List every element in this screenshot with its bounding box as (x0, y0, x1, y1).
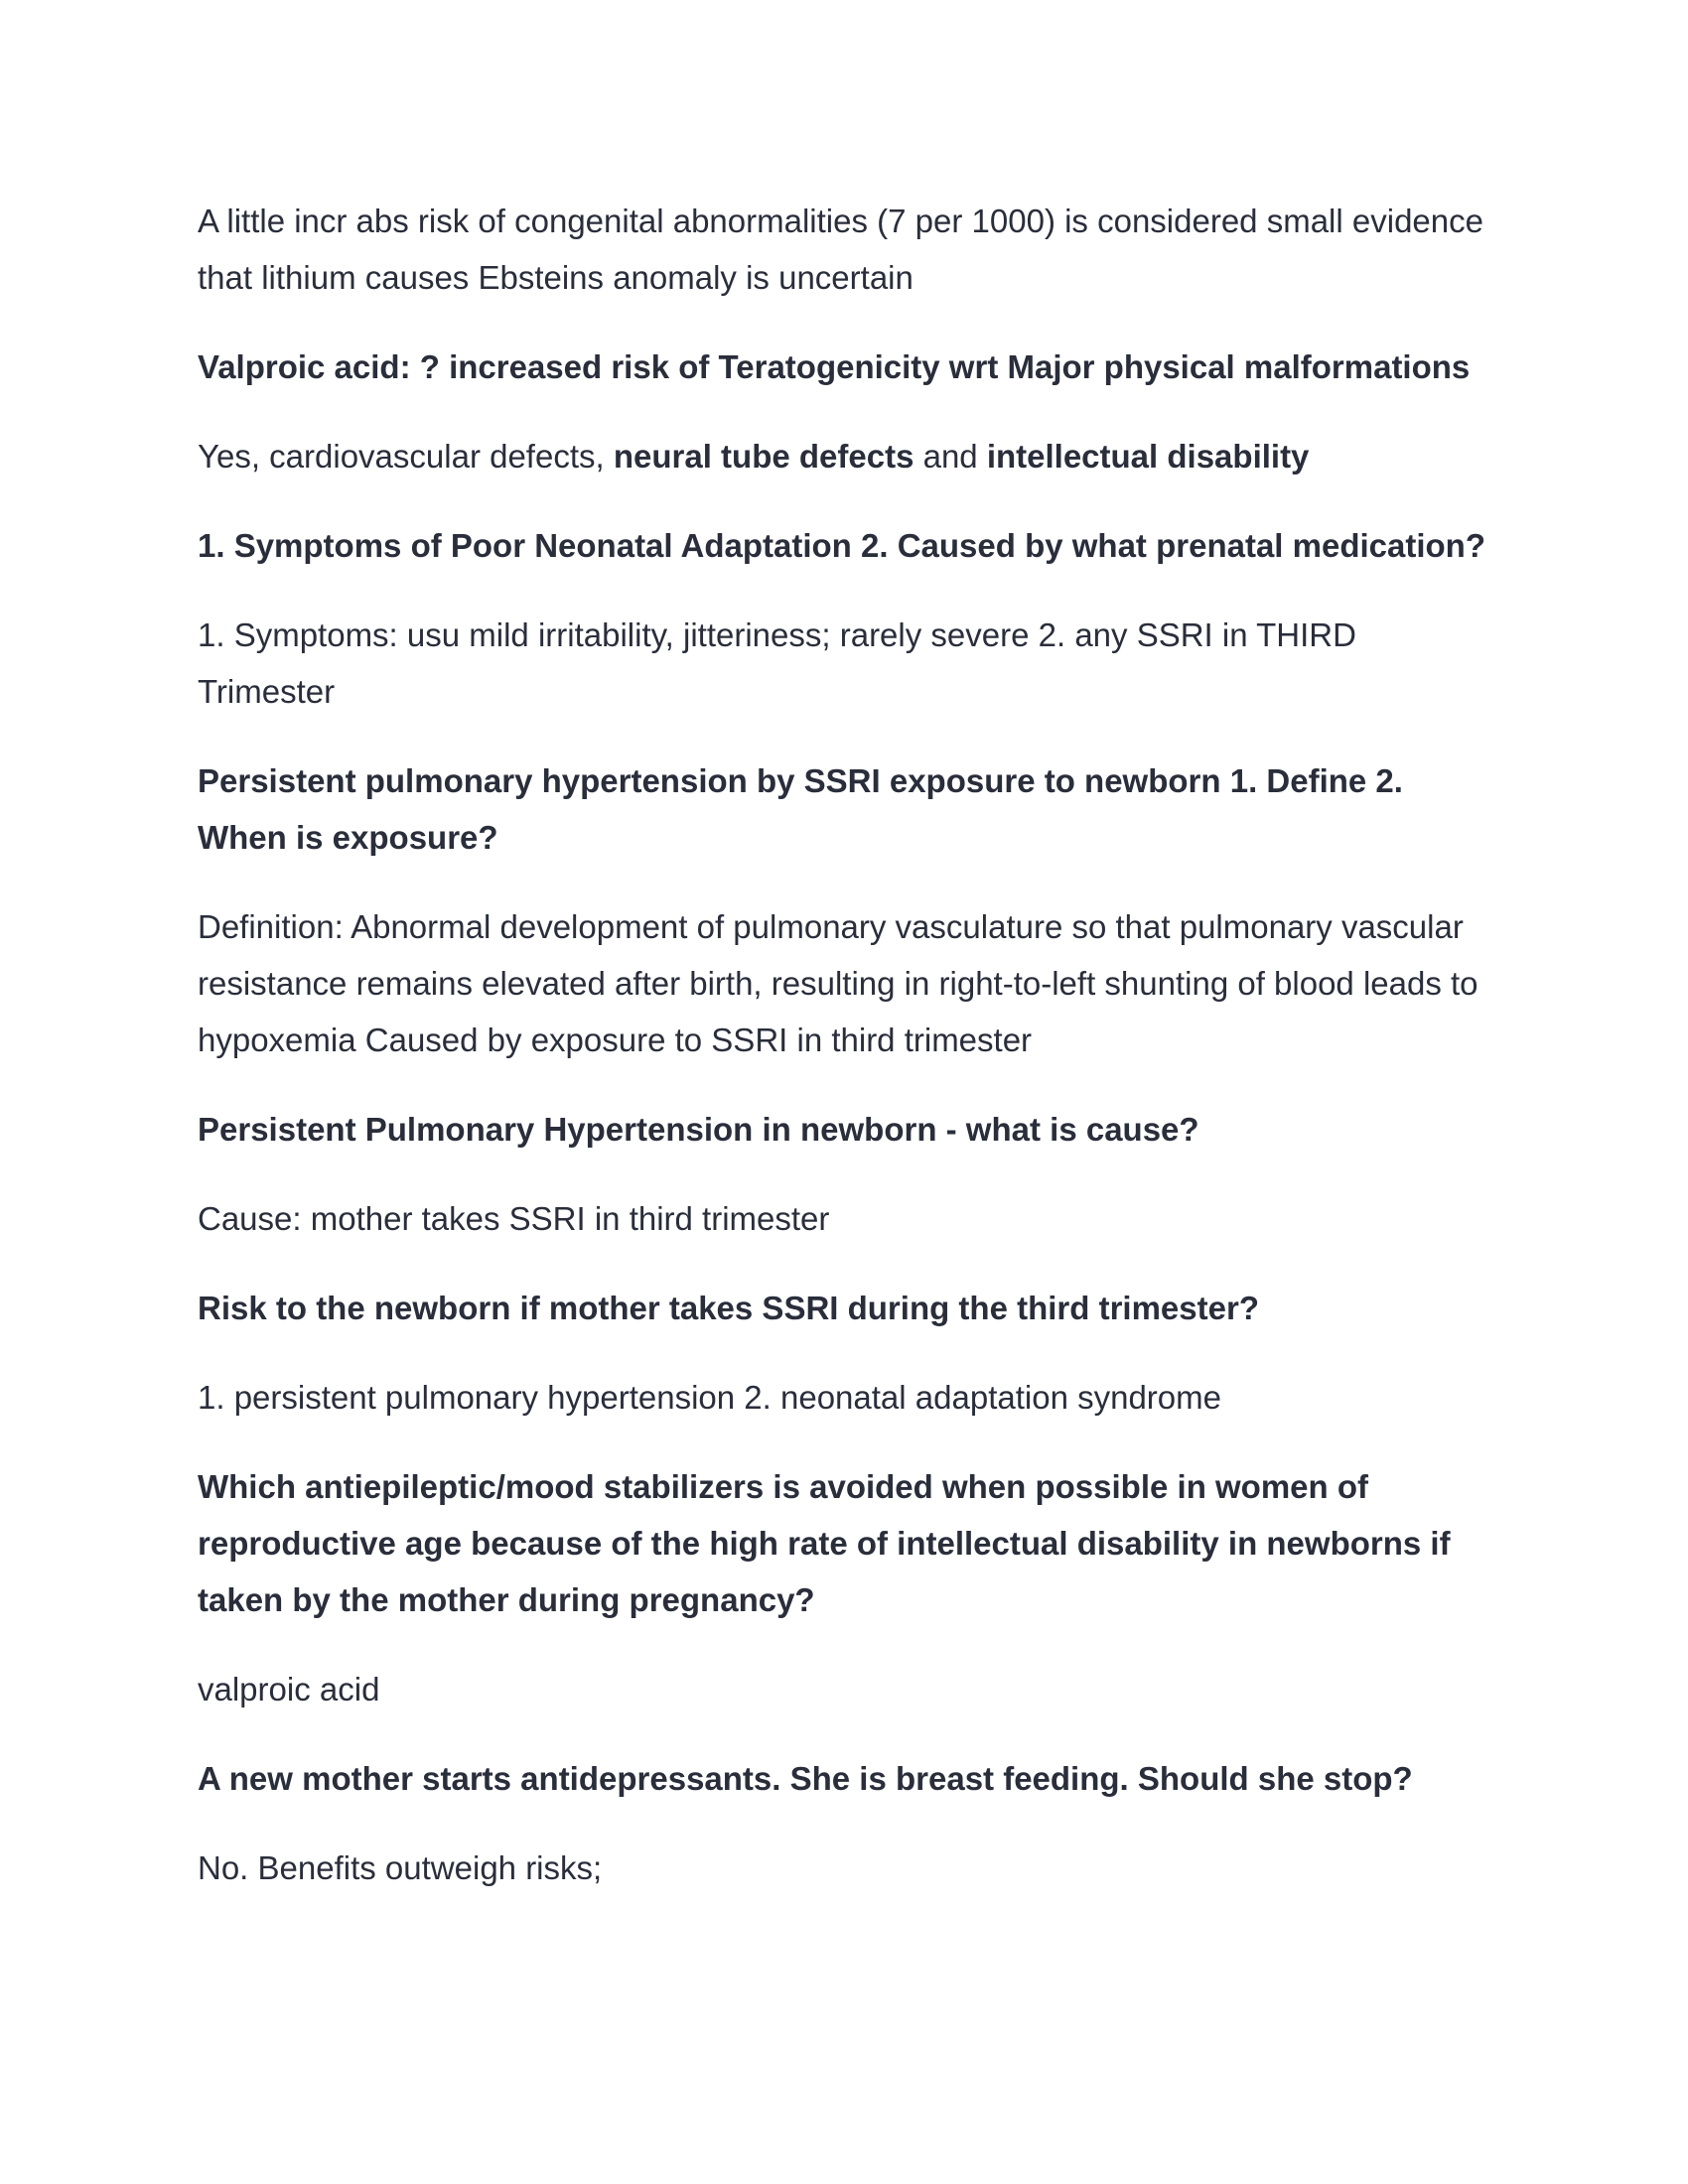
lithium-answer: A little incr abs risk of congenital abnormalities (7 per 1000) is considered small evidence that lithium causes Ebsteins anomaly is uncertain (198, 203, 1483, 296)
answer-emphasis-intellectual-disability: intellectual disability (986, 438, 1310, 475)
flashcard-text (198, 193, 1498, 1929)
answer-valproic-malformations (198, 428, 1498, 484)
answer-ssri-newborn-risk: 1. persistent pulmonary hypertension 2. neonatal adaptation syndrome (198, 1379, 1221, 1416)
question-antiepileptic-avoided: Which antiepileptic/mood stabilizers is avoided when possible in women of reproductive age because of the high rate of intellectual disability in newborns if taken by the mother during pregnancy? (198, 1468, 1451, 1618)
answer-emphasis-neural-tube: neural tube defects (613, 438, 914, 475)
answer-text: and (914, 438, 987, 475)
question-neonatal-adaptation: 1. Symptoms of Poor Neonatal Adaptation 2. Caused by what prenatal medication? (198, 527, 1485, 564)
answer-pphn-define: Definition: Abnormal development of pulmonary vasculature so that pulmonary vascular resistance remains elevated after birth, resulting in right-to-left shunting of blood leads to hypoxemia Caused by exposure to SSRI in third trimester (198, 908, 1478, 1058)
question-breastfeeding: A new mother starts antidepressants. She is breast feeding. Should she stop? (198, 1760, 1413, 1797)
question-valproic-malformations: Valproic acid: ? increased risk of Teratogenicity wrt Major physical malformations (198, 348, 1471, 385)
answer-text: Yes, cardiovascular defects, (198, 438, 614, 475)
question-pphn-define: Persistent pulmonary hypertension by SSRI exposure to newborn 1. Define 2. When is exposure? (198, 762, 1403, 856)
answer-neonatal-adaptation: 1. Symptoms: usu mild irritability, jitteriness; rarely severe 2. any SSRI in THIRD Trimester (198, 616, 1356, 710)
answer-antiepileptic-avoided: valproic acid (198, 1671, 380, 1707)
question-ssri-newborn-risk: Risk to the newborn if mother takes SSRI during the third trimester? (198, 1290, 1259, 1326)
answer-breastfeeding: No. Benefits outweigh risks; (198, 1849, 603, 1886)
question-pphn-cause: Persistent Pulmonary Hypertension in newborn - what is cause? (198, 1111, 1199, 1148)
answer-pphn-cause: Cause: mother takes SSRI in third trimester (198, 1200, 830, 1237)
